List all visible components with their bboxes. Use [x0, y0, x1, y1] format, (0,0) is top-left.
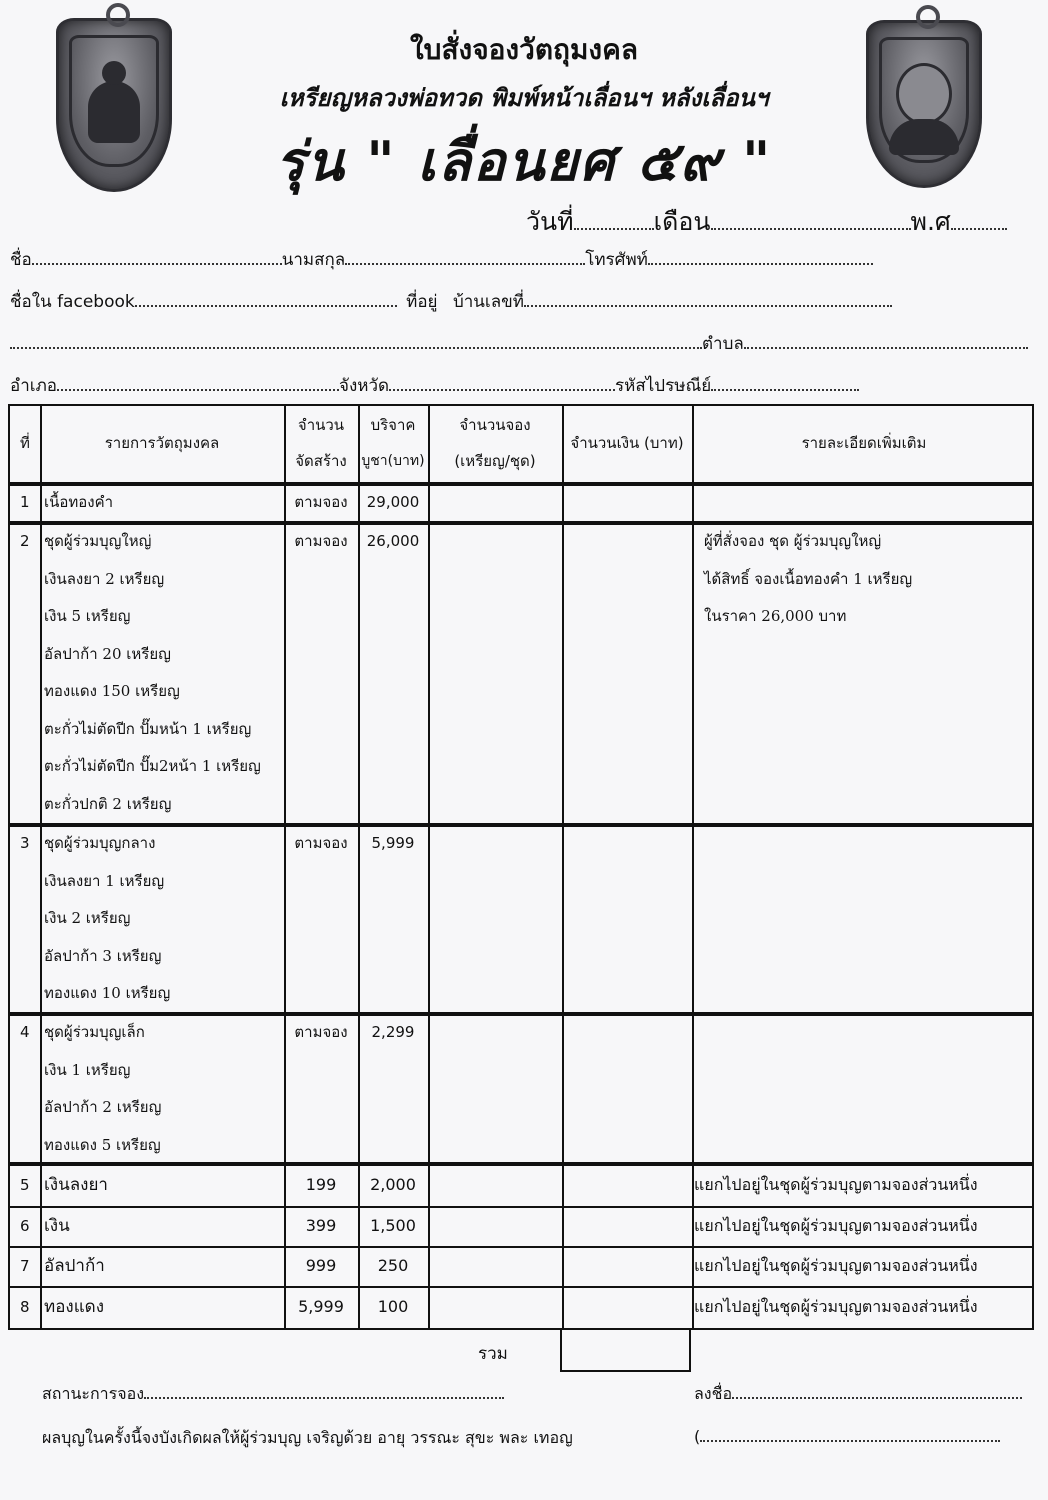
row-7-no: 7 — [20, 1257, 30, 1275]
phone-label: โทรศัพท์ — [585, 250, 648, 270]
row-2-line: ตะกั่วปกติ 2 เหรียญ — [44, 794, 172, 813]
col-header-item: รายการวัตถุมงคล — [104, 434, 220, 452]
form-subtitle: เหรียญหลวงพ่อทวด พิมพ์หน้าเลื่อนฯ หลังเลื่อนฯ — [279, 84, 769, 112]
row-3-price: 5,999 — [371, 834, 415, 852]
row-5-no: 5 — [20, 1176, 30, 1194]
row-8-detail: แยกไปอยู่ในชุดผู้ร่วมบุญตามจองส่วนหนึ่ง — [694, 1297, 978, 1316]
form-title: ใบสั่งจองวัตถุมงคล — [410, 33, 638, 66]
row-7-item: อัลปาก้า — [44, 1256, 105, 1276]
row-3-line: ชุดผู้ร่วมบุญกลาง — [44, 834, 156, 852]
row-3-line: อัลปาก้า 3 เหรียญ — [44, 946, 162, 965]
medallion-loop — [916, 5, 940, 29]
name-label: ชื่อ — [10, 250, 32, 270]
row-6-detail: แยกไปอยู่ในชุดผู้ร่วมบุญตามจองส่วนหนึ่ง — [694, 1216, 978, 1235]
surname-label: นามสกุล — [281, 250, 346, 270]
row-4-qty: ตามจอง — [294, 1023, 348, 1041]
day-label: วันที่ — [526, 207, 574, 236]
address-field[interactable] — [10, 333, 702, 349]
row-4-line: ชุดผู้ร่วมบุญเล็ก — [44, 1023, 145, 1041]
medallion-loop — [106, 3, 130, 27]
house-no-field[interactable] — [524, 291, 892, 307]
district-row — [10, 372, 859, 399]
col-header-donate-2: บูชา(บาท) — [361, 453, 425, 469]
row-3-line: ทองแดง 10 เหรียญ — [44, 984, 171, 1002]
signature-label: ลงชื่อ — [694, 1384, 733, 1403]
row-2-line: ตะกั่วไม่ตัดปีก ปั๊ม2หน้า 1 เหรียญ — [44, 757, 261, 775]
row-3-items — [44, 825, 170, 1013]
row-1-no: 1 — [20, 493, 30, 511]
col-header-qty-1: จำนวน — [297, 416, 345, 434]
address-label: ที่อยู่ — [406, 292, 438, 312]
row-1-qty: ตามจอง — [294, 493, 348, 511]
row-8-price: 100 — [377, 1297, 409, 1316]
col-header-order-1: จำนวนจอง — [459, 416, 531, 434]
row-2-line: เงิน 5 เหรียญ — [44, 607, 131, 625]
row-7-qty: 999 — [305, 1256, 337, 1275]
row-4-no: 4 — [20, 1023, 30, 1041]
signature-field[interactable] — [732, 1383, 1022, 1399]
row-5-detail: แยกไปอยู่ในชุดผู้ร่วมบุญตามจองส่วนหนึ่ง — [694, 1175, 978, 1194]
row-3-no: 3 — [20, 834, 30, 852]
row-8-no: 8 — [20, 1298, 30, 1316]
name-row — [10, 246, 873, 273]
signature-row — [694, 1382, 1022, 1407]
province-label: จังหวัด — [338, 376, 390, 396]
facebook-field[interactable] — [135, 291, 397, 307]
month-label: เดือน — [653, 207, 711, 236]
row-2-line: ทองแดง 150 เหรียญ — [44, 682, 180, 700]
total-label: รวม — [478, 1344, 508, 1364]
subdistrict-field[interactable] — [744, 333, 1028, 349]
row-7-detail: แยกไปอยู่ในชุดผู้ร่วมบุญตามจองส่วนหนึ่ง — [694, 1256, 978, 1275]
row-8-item: ทองแดง — [44, 1297, 105, 1317]
row-2-detail-line: ในราคา 26,000 บาท — [704, 607, 847, 625]
total-amount-box[interactable] — [560, 1330, 691, 1372]
row-4-line: อัลปาก้า 2 เหรียญ — [44, 1098, 162, 1116]
row-5-qty: 199 — [305, 1175, 337, 1194]
printed-name-row — [694, 1426, 1000, 1446]
blessing-text: ผลบุญในครั้งนี้จงบังเกิดผลให้ผู้ร่วมบุญ เจริญด้วย อายุ วรรณะ สุขะ พละ เทอญ — [42, 1428, 573, 1447]
phone-field[interactable] — [648, 249, 873, 265]
row-1-price: 29,000 — [366, 493, 420, 511]
year-field[interactable] — [951, 214, 1007, 230]
row-1-item: เนื้อทองคำ — [44, 493, 114, 511]
row-8-qty: 5,999 — [298, 1297, 344, 1316]
row-2-detail — [704, 523, 912, 636]
col-header-no: ที่ — [20, 434, 30, 452]
row-2-line: เงินลงยา 2 เหรียญ — [44, 569, 165, 588]
year-label: พ.ศ — [910, 207, 951, 236]
row-2-line: อัลปาก้า 20 เหรียญ — [44, 644, 171, 663]
open-paren: ( — [694, 1427, 701, 1446]
row-4-price: 2,299 — [371, 1023, 415, 1041]
row-2-price: 26,000 — [366, 532, 420, 550]
facebook-label: ชื่อใน facebook — [10, 292, 135, 312]
row-4-line: ทองแดง 5 เหรียญ — [44, 1135, 161, 1154]
row-6-no: 6 — [20, 1217, 30, 1235]
postcode-label: รหัสไปรษณีย์ — [615, 376, 712, 396]
name-field[interactable] — [32, 249, 282, 265]
date-line — [526, 202, 1007, 242]
row-5-item: เงินลงยา — [44, 1175, 108, 1195]
facebook-row — [10, 288, 892, 315]
province-field[interactable] — [389, 375, 615, 391]
row-2-line: ตะกั่วไม่ตัดปีก ปั๊มหน้า 1 เหรียญ — [44, 719, 252, 738]
booking-status-label: สถานะการจอง — [42, 1384, 145, 1403]
row-4-line: เงิน 1 เหรียญ — [44, 1060, 131, 1079]
district-field[interactable] — [57, 375, 339, 391]
row-2-items — [44, 523, 261, 823]
row-5-price: 2,000 — [370, 1175, 416, 1194]
row-3-line: เงิน 2 เหรียญ — [44, 909, 131, 927]
col-header-qty-2: จัดสร้าง — [295, 452, 347, 470]
row-3-line: เงินลงยา 1 เหรียญ — [44, 871, 165, 890]
day-field[interactable] — [574, 214, 654, 230]
row-4-items — [44, 1014, 161, 1164]
address-row — [10, 330, 1028, 357]
row-2-no: 2 — [20, 532, 30, 550]
row-6-price: 1,500 — [370, 1216, 416, 1235]
order-table — [8, 404, 1034, 1330]
row-2-qty: ตามจอง — [294, 532, 348, 550]
surname-field[interactable] — [345, 249, 585, 265]
row-2-line: ชุดผู้ร่วมบุญใหญ่ — [44, 532, 152, 550]
row-3-qty: ตามจอง — [294, 834, 348, 852]
row-2-detail-line: ได้สิทธิ์ จองเนื้อทองคำ 1 เหรียญ — [704, 569, 913, 588]
col-header-order-2: (เหรียญ/ชุด) — [454, 452, 536, 470]
house-no-label: บ้านเลขที่ — [452, 292, 524, 312]
booking-status-field[interactable] — [144, 1383, 504, 1399]
row-6-qty: 399 — [305, 1216, 337, 1235]
printed-name-field[interactable] — [700, 1426, 1000, 1442]
row-6-item: เงิน — [44, 1216, 70, 1236]
district-label: อำเภอ — [10, 376, 57, 396]
series-title: รุ่น " เลื่อนยศ ๕๙ " — [275, 129, 773, 193]
row-2-detail-line: ผู้ที่สั่งจอง ชุด ผู้ร่วมบุญใหญ่ — [704, 532, 882, 550]
col-header-amount: จำนวนเงิน (บาท) — [570, 434, 684, 452]
month-field[interactable] — [711, 214, 911, 230]
postcode-field[interactable] — [711, 375, 859, 391]
row-7-price: 250 — [377, 1256, 409, 1275]
col-header-donate-1: บริจาค — [370, 416, 416, 434]
col-header-detail: รายละเอียดเพิ่มเติม — [801, 434, 927, 452]
subdistrict-label: ตำบล — [702, 334, 744, 354]
booking-status-row — [42, 1382, 504, 1407]
